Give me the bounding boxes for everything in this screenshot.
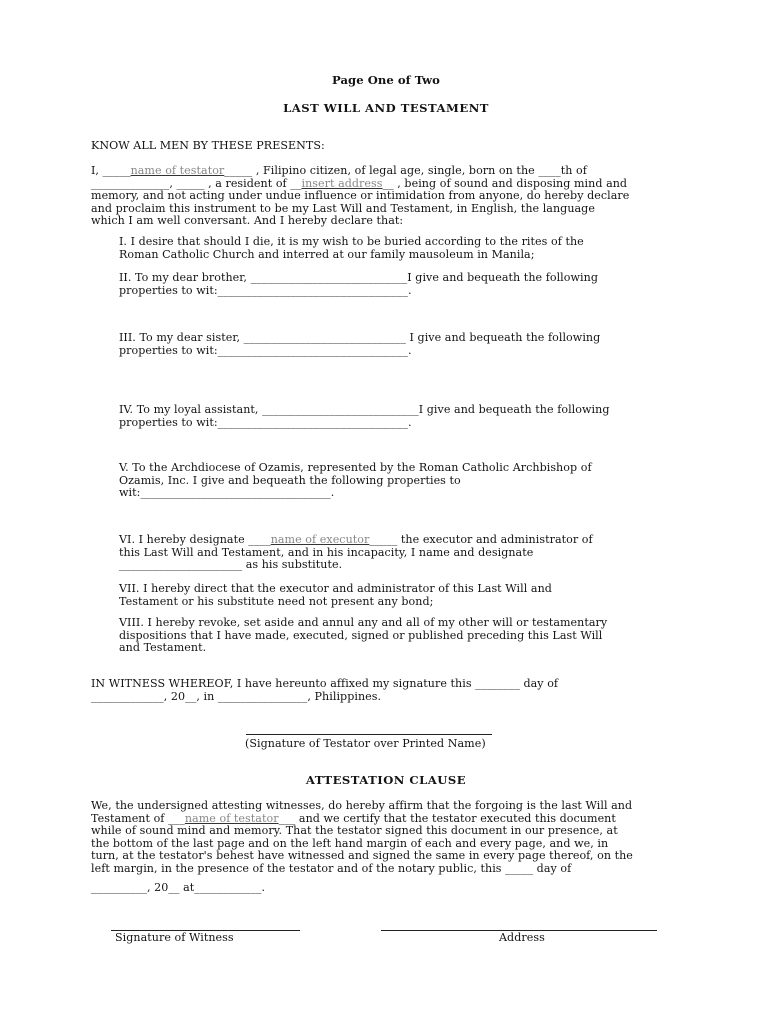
article-v: V. To the Archdiocese of Ozamis, represented by the Roman Catholic Archbishop of Ozamis, Inc. I give and bequeath the following properties to wit:__________________________________. [119,461,592,500]
intro-line-2: ______________, _____ , a resident of __insert address__ , being of sound and disposing mind and [91,176,628,190]
executor-name-field: name of executor [270,533,370,546]
intro-line-3: memory, and not acting under undue influence or intimidation from anyone, do hereby declare [91,189,630,203]
article-ii: II. To my dear brother, ____________________________I give and bequeath the following properties to wit:__________________________________. [119,271,599,297]
attestation-date-line: __________, 20__ at____________. [91,881,266,894]
attestation-title: ATTESTATION CLAUSE [305,773,467,787]
intro-line-1: I, _____name of testator_____ , Filipino citizen, of legal age, single, born on the ____th of [91,164,587,177]
attestation-testator-field: name of testator [184,811,279,825]
attestation-paragraph: We, the undersigned attesting witnesses, do hereby affirm that the forgoing is the last Will and Testament of ___name of testator___ and we certify that the testator executed this document while of sound mind and memory. That the testator signed this document in our presence, at the bottom of the last page and on the left hand margin of each and every page, and we, in turn, at the testator's behest have witnessed and signed the same in every page thereof, on the left margin, in the presence of the testator and of the notary public, this _____ day of [91,799,633,875]
document-title: LAST WILL AND TESTAMENT [283,101,489,115]
intro-line-5: which I am well conversant. And I hereby declare that: [91,214,404,228]
page-label: Page One of Two [332,73,440,87]
testator-signature-line [246,734,492,735]
intro-paragraph [91,165,629,228]
address-field: insert address [301,176,383,190]
testator-name-field: name of testator [130,164,225,177]
know-all-men-line: KNOW ALL MEN BY THESE PRESENTS: [91,139,325,152]
article-viii: VIII. I hereby revoke, set aside and annul any and all of my other will or testamentary dispositions that I have made, executed, signed or published preceding this Last Will and Testament. [119,616,608,655]
witness-signature-caption: Signature of Witness [115,931,234,944]
article-i: I. I desire that should I die, it is my wish to be buried according to the rites of the Roman Catholic Church and interred at our family mausoleum in Manila; [119,235,584,261]
article-iv: IV. To my loyal assistant, ____________________________I give and bequeath the following properties to wit:__________________________________. [119,403,610,429]
article-vii: VII. I hereby direct that the executor and administrator of this Last Will and Testament or his substitute need not present any bond; [119,582,552,608]
article-vi: VI. I hereby designate ____name of executor_____ the executor and administrator of this Last Will and Testament, and in his incapacity, I name and designate ______________________ as his substitute. [119,533,593,572]
intro-line-4: and proclaim this instrument to be my Last Will and Testament, in English, the language [91,201,595,215]
article-iii: III. To my dear sister, _____________________________ I give and bequeath the following properties to wit:__________________________________. [119,331,601,357]
address-caption: Address [499,931,545,944]
in-witness-whereof: IN WITNESS WHEREOF, I have hereunto affixed my signature this ________ day of _____________, 20__, in ________________, Philippines. [91,677,559,703]
testator-signature-caption: (Signature of Testator over Printed Name) [245,737,486,750]
